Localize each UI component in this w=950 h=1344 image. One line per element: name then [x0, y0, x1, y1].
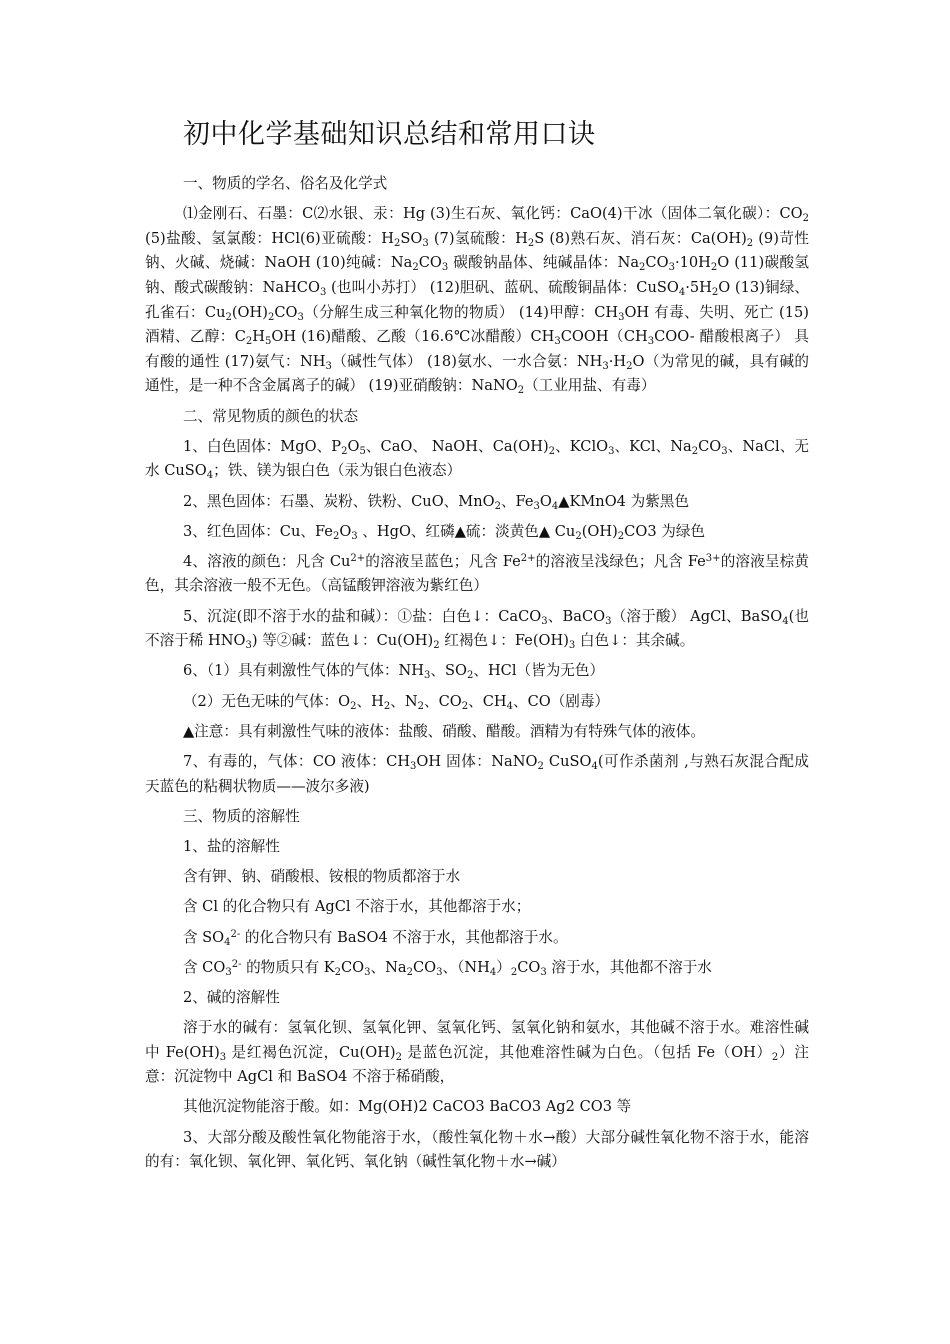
section-2-item-3: [145, 520, 809, 545]
section-3-1-title: 1、盐的溶解性: [182, 837, 280, 855]
section-3-1-line-b: 含 Cl 的化合物只有 AgCl 不溶于水，其他都溶于水；: [182, 898, 531, 916]
text-segment: 、BaCO: [547, 607, 606, 625]
text-segment: ）注意：沉淀物中 AgCl 和 BaSO4 不溶于稀硝酸，: [145, 1043, 809, 1086]
text-segment: 的溶液呈蓝色；凡含 Fe: [365, 552, 521, 570]
text-segment: 红褐色↓：Fe(OH): [439, 632, 569, 650]
text-segment: CO: [412, 958, 437, 976]
text-segment: 7、有毒的，气体：CO 液体：CH: [182, 753, 411, 770]
text-segment: ）: [496, 958, 511, 976]
text-segment: ) 等②碱：蓝色↓：Cu(OH): [251, 632, 434, 650]
text-segment: 、HCl（皆为无色）: [473, 662, 605, 680]
text-segment: 含 SO: [182, 928, 225, 946]
subscript: 3: [245, 640, 252, 652]
text-segment: CO: [517, 958, 541, 976]
section-2-item-7: [145, 750, 809, 799]
text-segment: 、KClO: [555, 437, 609, 455]
text-segment: 为紫黑色: [625, 492, 689, 510]
text-segment: 的化合物只有 BaSO4 不溶于水，其他都溶于水。: [240, 928, 568, 946]
text-segment: 1、白色固体：MgO、P: [182, 437, 342, 455]
text-segment: 、SO: [430, 662, 467, 680]
text-segment: (OH): [581, 522, 618, 540]
text-segment: 、Fe: [500, 492, 534, 510]
text-segment: 、CO: [423, 692, 462, 710]
section-1-paragraph: ⑴金刚石、石墨：C⑵水银、汞：Hg (3)生石灰、氧化钙：CaO(4)干冰（固体二氧化碳）：$CO_2$ (5)盐酸、氢氯酸：HCl(6)亚硫酸：$H_2SO_3$ (7)氢硫酸：$H_2S$ (8)熟石灰、消石灰：$Ca(OH)_2$ (9)苛性钠、火碱、烧碱：NaOH (10)纯碱：$Na_2CO_3$ 碳酸钠晶体、纯碱晶体：$Na_2CO_3\cdot 10H_2O$ (11)碳酸氢钠、酸式碳酸钠：NaHCO$_3$ (也叫小苏打） (12)胆矾、蓝矾、硫酸铜晶体：$CuSO_4\cdot 5H_2O$ (13)铜绿、孔雀石：$Cu_2(OH)_2CO_3$（分解生成三种氧化物的物质） (14)甲醇：$CH_3OH$ 有毒、失明、死亡 (15)酒精、乙醇：$C_2H_5OH$ (16)醋酸、乙酸（16.6℃冰醋酸）$CH_3COOH(CH_3COO-$ 醋酸根离子） 具有酸的通性 (17)氨气：$NH_3$（碱性气体） (18)氨水、一水合氨：$NH_3\cdot H_2O$（为常见的碱，具有碱的通性，是一种不含金属离子的碱） (19)亚硝酸钠：NaNO$_2$（工业用盐、有毒）: [145, 205, 810, 397]
text-segment: (可作杀菌剂 ,与熟石灰混合配成天蓝色的粘稠状物质——波尔多液): [145, 753, 809, 795]
superscript: 2-: [230, 928, 241, 940]
subscript: 3: [424, 670, 431, 682]
superscript: 2+: [350, 552, 366, 564]
section-2-item-2: [145, 490, 809, 515]
text-segment: 溶于水的碱有：氢氧化钡、氢氧化钾、氢氧化钙、氢氧化钠和氨水，其他碱不溶于水。难溶性碱中 Fe(OH): [145, 1019, 809, 1061]
text-segment: 、Na: [370, 958, 407, 976]
subscript: 3: [533, 500, 540, 512]
text-segment: (也不溶于稀 HNO: [145, 607, 810, 650]
text-segment: 、CH: [468, 692, 507, 710]
section-1-heading: 一、物质的学名、俗名及化学式: [182, 175, 388, 192]
text-segment: 是红褐色沉淀，Cu(OH): [226, 1043, 396, 1061]
text-segment: 6、（1）具有刺激性气体的气体：NH: [182, 662, 425, 680]
text-segment: 2、黑色固体：石墨、炭粉、铁粉、CuO、MnO: [182, 492, 495, 510]
subscript: 4: [551, 500, 559, 512]
text-segment: ▲KMnO: [558, 492, 617, 510]
subscript: 2: [332, 530, 340, 542]
subscript: 2: [395, 1051, 402, 1063]
subscript: 3: [541, 615, 548, 627]
subscript: 2: [537, 761, 544, 772]
text-segment: 、N: [390, 692, 418, 710]
section-3-2-line-b: 其他沉淀物能溶于酸。如：Mg(OH)2 CaCO3 BaCO3 Ag2 CO3 等: [182, 1098, 632, 1116]
text-segment: 、KCl、Na: [614, 437, 692, 455]
subscript: 3: [605, 615, 612, 627]
subscript: 3: [568, 640, 576, 652]
section-2-item-6a: [145, 659, 809, 684]
subscript: 3: [225, 966, 232, 978]
text-segment: 、CaO、 NaOH、Ca(OH): [365, 437, 549, 455]
text-segment: 、（NH: [442, 958, 490, 976]
section-2-item-6b: [145, 690, 809, 715]
text-segment: O: [339, 522, 352, 540]
subscript: 3: [721, 445, 728, 457]
text-segment: （2）无色无味的气体：O: [182, 692, 351, 710]
subscript: 2: [383, 700, 391, 712]
section-2-note: ▲注意：具有刺激性气味的液体：盐酸、硝酸、醋酸。酒精为有特殊气体的液体。: [182, 722, 705, 740]
superscript: 2+: [520, 552, 536, 564]
text-segment: 的物质只有 K: [241, 958, 335, 976]
section-2-item-5: [145, 605, 809, 654]
text-segment: O: [539, 492, 552, 510]
section-3-heading: 三、物质的溶解性: [182, 807, 300, 825]
subscript: 2: [575, 530, 582, 542]
text-segment: （溶于酸） AgCl、BaSO: [611, 607, 783, 625]
subscript: 3: [540, 966, 547, 978]
superscript: 3+: [705, 552, 721, 564]
text-segment: 、CO（剧毒）: [512, 692, 610, 710]
subscript: 2: [350, 700, 357, 712]
text-segment: 白色↓：其余碱。: [575, 632, 695, 650]
subscript: 2: [548, 445, 556, 457]
subscript: 2: [461, 700, 469, 712]
text-segment: 3、红色固体：Cu、Fe: [182, 522, 333, 540]
subscript: 2: [466, 670, 474, 682]
text-segment: 5、沉淀(即不溶于水的盐和碱）：①盐：白色↓：CaCO: [182, 607, 542, 625]
section-3-1-line-d: [145, 956, 809, 981]
subscript: 2: [691, 445, 699, 457]
subscript: 5: [359, 445, 366, 457]
text-segment: 3: [647, 522, 657, 540]
subscript: 2: [341, 445, 348, 457]
subscript: 2: [510, 966, 518, 978]
section-2-item-4: [145, 550, 809, 599]
text-segment: 为绿色: [656, 522, 706, 540]
text-segment: CO: [340, 958, 365, 976]
subscript: 2: [433, 640, 440, 652]
text-segment: OH 固体：NaNO: [416, 753, 538, 770]
text-segment: CuSO: [543, 753, 592, 770]
text-segment: 的溶液呈棕黄色，其余溶液一般不无色。（高锰酸钾溶液为紫红色）: [145, 552, 809, 595]
subscript: 4: [591, 761, 598, 772]
subscript: 3: [436, 966, 443, 978]
section-3-1-line-a: 含有钾、钠、硝酸根、铵根的物质都溶于水: [182, 868, 461, 886]
subscript: 2: [771, 1051, 779, 1063]
subscript: 4: [506, 700, 513, 712]
section-3-3: 3、大部分酸及酸性氧化物能溶于水，（酸性氧化物＋水→酸）大部分碱性氧化物不溶于水，能溶的有：氧化钡、氧化钾、氧化钙、氧化钠（碱性氧化物＋水→碱）: [145, 1128, 809, 1171]
subscript: 4: [224, 936, 231, 948]
subscript: 3: [219, 1051, 227, 1063]
subscript: 2: [406, 966, 413, 978]
subscript: 3: [351, 530, 358, 542]
text-segment: O: [347, 437, 360, 455]
text-segment: 的溶液呈浅绿色；凡含 Fe: [535, 552, 706, 570]
text-segment: 、NaCl、无水 CuSO: [145, 437, 809, 480]
subscript: 3: [410, 761, 417, 772]
section-2-item-1: [145, 435, 809, 484]
document-body: [145, 172, 809, 1180]
subscript: 3: [364, 966, 371, 978]
subscript: 4: [489, 966, 497, 978]
document-title: 初中化学基础知识总结和常用口诀: [183, 119, 596, 150]
text-segment: 溶于水，其他都不溶于水: [546, 958, 712, 976]
text-segment: ；铁、镁为银白色（汞为银白色液态）: [213, 462, 462, 480]
subscript: 4: [206, 470, 214, 482]
subscript: 2: [334, 966, 341, 978]
text-segment: CO: [698, 437, 722, 455]
subscript: 2: [617, 530, 625, 542]
subscript: 4: [782, 615, 789, 627]
text-segment: CO: [624, 522, 648, 540]
text-segment: 4: [616, 492, 626, 510]
section-2-heading: 二、常见物质的颜色的状态: [182, 407, 359, 425]
text-segment: 、H: [356, 692, 384, 710]
section-3-2-title: 2、碱的溶解性: [182, 988, 280, 1006]
section-3-1-line-c: [145, 926, 809, 951]
text-segment: 4、溶液的颜色：凡含 Cu: [182, 552, 351, 570]
section-3-2-line-a: [145, 1016, 809, 1090]
subscript: 2: [417, 700, 424, 712]
superscript: 2-: [231, 958, 242, 970]
subscript: 3: [608, 445, 615, 457]
subscript: 2: [494, 500, 501, 512]
text-segment: 是蓝色沉淀，其他难溶性碱为白色。（包括 Fe（OH）: [402, 1043, 772, 1061]
text-segment: 、HgO、红磷▲硫：淡黄色▲ Cu: [357, 522, 576, 540]
text-segment: 含 CO: [182, 958, 226, 976]
